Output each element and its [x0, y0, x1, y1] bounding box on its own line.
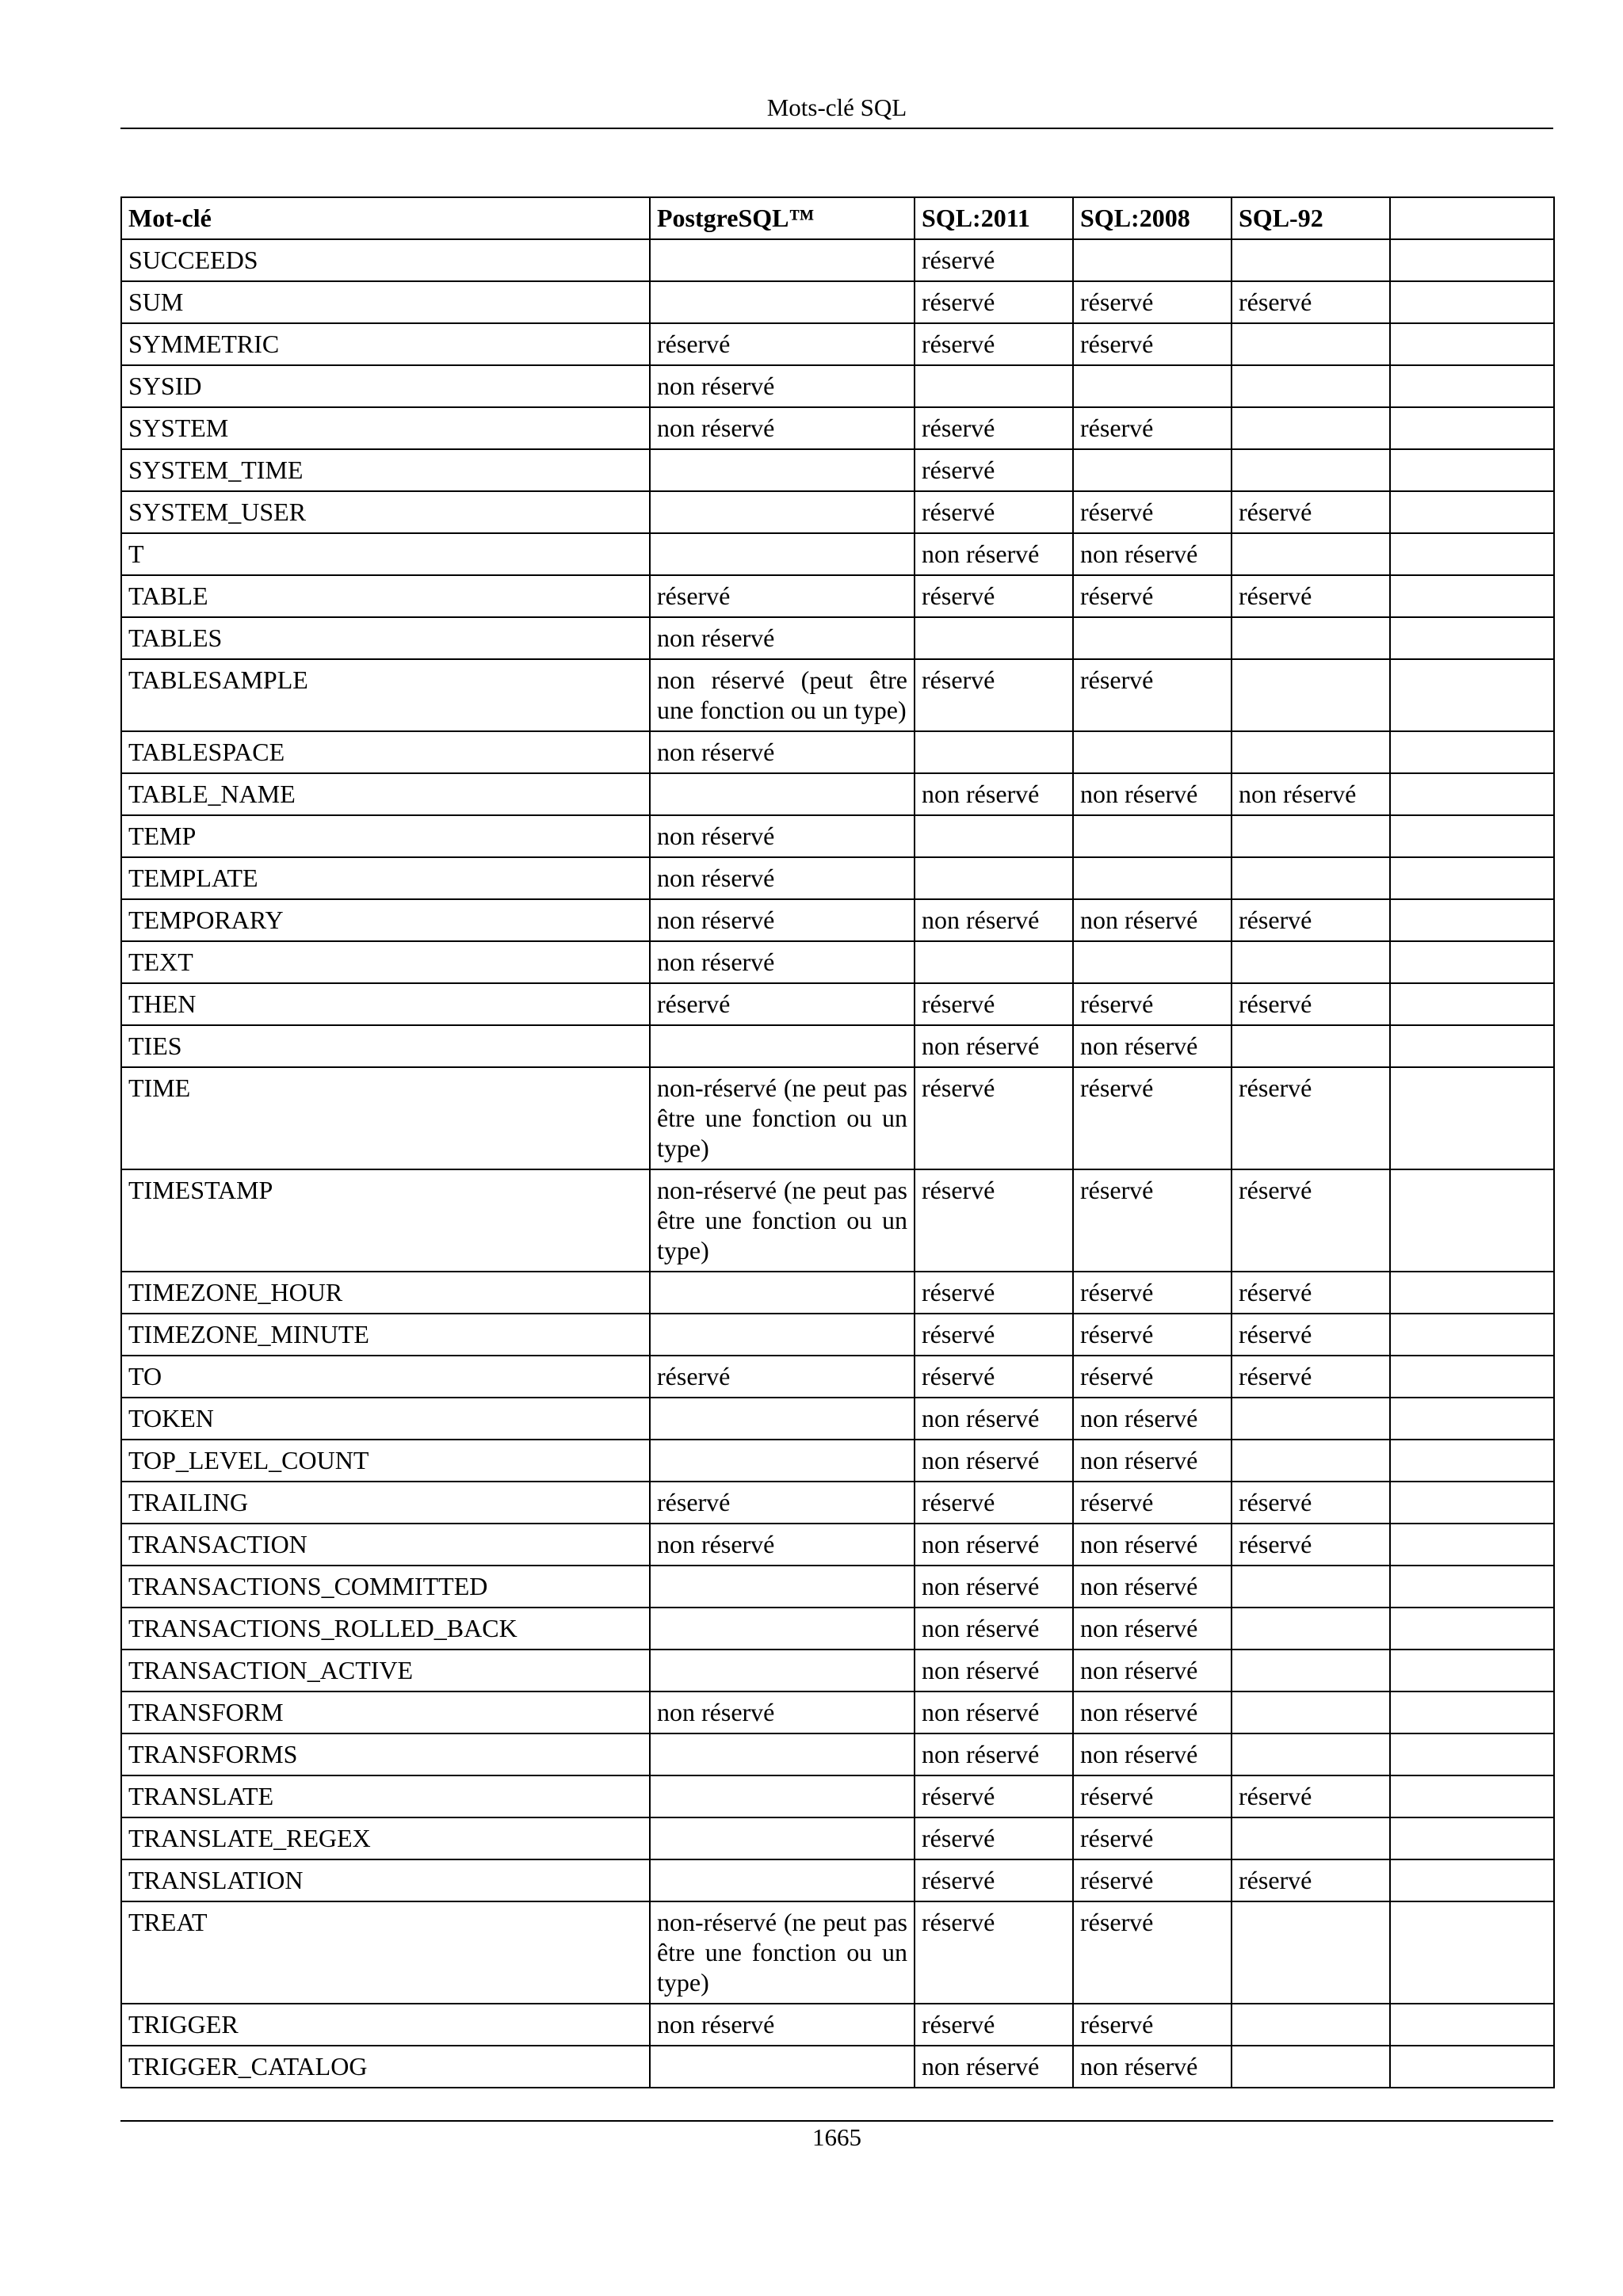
table-row [121, 323, 1554, 365]
sql2008-cell: non réservé [1073, 1691, 1232, 1733]
sql2008-cell: réservé [1073, 1817, 1232, 1859]
extra-cell [1390, 1169, 1554, 1272]
postgresql-cell: non-réservé (ne peut pas être une fonction ou un type) [650, 1169, 915, 1272]
sql2011-cell: réservé [915, 323, 1073, 365]
sql92-cell [1232, 1733, 1390, 1775]
sql2008-cell: non réservé [1073, 1608, 1232, 1650]
table-row [121, 449, 1554, 491]
postgresql-cell [650, 1025, 915, 1067]
sql2011-cell: non réservé [915, 899, 1073, 941]
table-row [121, 1901, 1554, 2004]
sql2008-cell: non réservé [1073, 1025, 1232, 1067]
keyword-cell: SUCCEEDS [121, 239, 650, 281]
extra-cell [1390, 815, 1554, 857]
sql92-cell [1232, 1691, 1390, 1733]
keywords-table-body [121, 239, 1554, 2088]
postgresql-cell [650, 1733, 915, 1775]
extra-cell [1390, 1650, 1554, 1691]
sql2008-cell: non réservé [1073, 533, 1232, 575]
sql2008-cell: réservé [1073, 1775, 1232, 1817]
sql2011-cell: réservé [915, 1482, 1073, 1524]
table-row [121, 899, 1554, 941]
table-row [121, 1859, 1554, 1901]
extra-cell [1390, 1566, 1554, 1608]
keyword-cell: TABLES [121, 617, 650, 659]
sql92-cell: réservé [1232, 1482, 1390, 1524]
keyword-cell: SYSTEM_USER [121, 491, 650, 533]
page-header-title: Mots-clé SQL [766, 93, 907, 121]
table-row [121, 1356, 1554, 1398]
sql2011-cell [915, 857, 1073, 899]
keyword-cell: TIME [121, 1067, 650, 1169]
postgresql-cell: non réservé [650, 857, 915, 899]
table-row [121, 281, 1554, 323]
sql2008-cell: réservé [1073, 281, 1232, 323]
keyword-cell: SYSTEM_TIME [121, 449, 650, 491]
table-row [121, 407, 1554, 449]
table-row [121, 617, 1554, 659]
table-row [121, 1272, 1554, 1314]
sql2008-cell: réservé [1073, 323, 1232, 365]
postgresql-cell [650, 449, 915, 491]
sql2011-cell: non réservé [915, 1566, 1073, 1608]
sql92-cell: réservé [1232, 899, 1390, 941]
extra-cell [1390, 1691, 1554, 1733]
sql2011-cell: non réservé [915, 533, 1073, 575]
sql92-cell [1232, 1650, 1390, 1691]
postgresql-cell: non réservé [650, 1691, 915, 1733]
sql2011-cell: réservé [915, 1314, 1073, 1356]
sql2011-cell: réservé [915, 1067, 1073, 1169]
postgresql-cell [650, 491, 915, 533]
extra-cell [1390, 281, 1554, 323]
column-header-keyword: Mot-clé [121, 197, 650, 239]
sql2011-cell: réservé [915, 1356, 1073, 1398]
extra-cell [1390, 1775, 1554, 1817]
keyword-cell: TRIGGER [121, 2004, 650, 2046]
postgresql-cell: réservé [650, 323, 915, 365]
keyword-cell: TRANSACTIONS_COMMITTED [121, 1566, 650, 1608]
table-row [121, 857, 1554, 899]
keyword-cell: TEMPLATE [121, 857, 650, 899]
table-row [121, 1775, 1554, 1817]
extra-cell [1390, 1067, 1554, 1169]
header-divider [120, 128, 1553, 129]
table-row [121, 1067, 1554, 1169]
sql2008-cell [1073, 941, 1232, 983]
postgresql-cell: non-réservé (ne peut pas être une fonction ou un type) [650, 1067, 915, 1169]
sql2011-cell: réservé [915, 281, 1073, 323]
sql92-cell [1232, 815, 1390, 857]
table-row [121, 1440, 1554, 1482]
table-row [121, 1398, 1554, 1440]
postgresql-cell: non réservé [650, 731, 915, 773]
keyword-cell: TIES [121, 1025, 650, 1067]
table-row [121, 1169, 1554, 1272]
sql2011-cell: réservé [915, 491, 1073, 533]
sql2008-cell [1073, 239, 1232, 281]
sql2008-cell: réservé [1073, 575, 1232, 617]
sql2008-cell [1073, 449, 1232, 491]
keywords-table [120, 196, 1555, 2088]
sql2008-cell [1073, 857, 1232, 899]
keyword-cell: TOP_LEVEL_COUNT [121, 1440, 650, 1482]
postgresql-cell: non réservé [650, 407, 915, 449]
extra-cell [1390, 2004, 1554, 2046]
extra-cell [1390, 983, 1554, 1025]
table-row [121, 1817, 1554, 1859]
extra-cell [1390, 1859, 1554, 1901]
keyword-cell: TREAT [121, 1901, 650, 2004]
table-row [121, 1025, 1554, 1067]
postgresql-cell [650, 773, 915, 815]
sql2011-cell: non réservé [915, 1608, 1073, 1650]
table-row [121, 1691, 1554, 1733]
sql2011-cell: non réservé [915, 1733, 1073, 1775]
postgresql-cell: non réservé [650, 1524, 915, 1566]
extra-cell [1390, 533, 1554, 575]
sql2008-cell: non réservé [1073, 1398, 1232, 1440]
sql2011-cell [915, 365, 1073, 407]
sql2011-cell: réservé [915, 2004, 1073, 2046]
extra-cell [1390, 899, 1554, 941]
extra-cell [1390, 1398, 1554, 1440]
sql2008-cell: réservé [1073, 2004, 1232, 2046]
sql2008-cell: réservé [1073, 983, 1232, 1025]
column-header-empty [1390, 197, 1554, 239]
keyword-cell: TEMP [121, 815, 650, 857]
sql2011-cell: non réservé [915, 1398, 1073, 1440]
sql2008-cell: non réservé [1073, 1650, 1232, 1691]
sql2011-cell [915, 941, 1073, 983]
sql92-cell: réservé [1232, 1314, 1390, 1356]
column-header-sql2008: SQL:2008 [1073, 197, 1232, 239]
postgresql-cell: non réservé [650, 617, 915, 659]
keyword-cell: TRAILING [121, 1482, 650, 1524]
table-row [121, 1733, 1554, 1775]
keyword-cell: TRANSLATE [121, 1775, 650, 1817]
extra-cell [1390, 941, 1554, 983]
postgresql-cell [650, 1566, 915, 1608]
postgresql-cell: réservé [650, 983, 915, 1025]
sql92-cell: réservé [1232, 491, 1390, 533]
keyword-cell: TRANSACTION [121, 1524, 650, 1566]
sql2011-cell: réservé [915, 983, 1073, 1025]
keyword-cell: TABLESAMPLE [121, 659, 650, 731]
keyword-cell: TO [121, 1356, 650, 1398]
sql2011-cell: réservé [915, 1272, 1073, 1314]
sql2008-cell: réservé [1073, 407, 1232, 449]
keyword-cell: SYMMETRIC [121, 323, 650, 365]
sql2011-cell [915, 731, 1073, 773]
sql2011-cell: réservé [915, 1169, 1073, 1272]
sql92-cell: réservé [1232, 1272, 1390, 1314]
keyword-cell: THEN [121, 983, 650, 1025]
sql2008-cell: réservé [1073, 1067, 1232, 1169]
extra-cell [1390, 1272, 1554, 1314]
postgresql-cell: non réservé [650, 2004, 915, 2046]
extra-cell [1390, 1608, 1554, 1650]
sql92-cell [1232, 239, 1390, 281]
sql2011-cell: non réservé [915, 1650, 1073, 1691]
sql2008-cell [1073, 365, 1232, 407]
keyword-cell: TIMESTAMP [121, 1169, 650, 1272]
sql2011-cell: réservé [915, 1859, 1073, 1901]
keyword-cell: SUM [121, 281, 650, 323]
sql2008-cell: réservé [1073, 1314, 1232, 1356]
extra-cell [1390, 2046, 1554, 2088]
sql2011-cell: réservé [915, 407, 1073, 449]
sql2011-cell: réservé [915, 1901, 1073, 2004]
sql2011-cell: réservé [915, 1775, 1073, 1817]
extra-cell [1390, 1817, 1554, 1859]
extra-cell [1390, 407, 1554, 449]
postgresql-cell: non réservé (peut être une fonction ou un type) [650, 659, 915, 731]
extra-cell [1390, 1524, 1554, 1566]
keyword-cell: TRANSACTION_ACTIVE [121, 1650, 650, 1691]
sql2008-cell [1073, 815, 1232, 857]
sql92-cell [1232, 2046, 1390, 2088]
column-header-sql92: SQL-92 [1232, 197, 1390, 239]
postgresql-cell [650, 1859, 915, 1901]
postgresql-cell: non-réservé (ne peut pas être une fonction ou un type) [650, 1901, 915, 2004]
extra-cell [1390, 575, 1554, 617]
postgresql-cell: non réservé [650, 815, 915, 857]
table-row [121, 533, 1554, 575]
extra-cell [1390, 731, 1554, 773]
extra-cell [1390, 857, 1554, 899]
keyword-cell: SYSID [121, 365, 650, 407]
postgresql-cell [650, 1775, 915, 1817]
sql2008-cell: non réservé [1073, 1566, 1232, 1608]
sql2008-cell: réservé [1073, 1901, 1232, 2004]
table-row [121, 731, 1554, 773]
sql92-cell: réservé [1232, 1356, 1390, 1398]
sql92-cell [1232, 1608, 1390, 1650]
postgresql-cell: non réservé [650, 941, 915, 983]
table-row [121, 815, 1554, 857]
sql2008-cell: non réservé [1073, 899, 1232, 941]
sql92-cell [1232, 1398, 1390, 1440]
sql2011-cell: réservé [915, 1817, 1073, 1859]
table-header-row [121, 197, 1554, 239]
sql2008-cell [1073, 617, 1232, 659]
keyword-cell: TIMEZONE_MINUTE [121, 1314, 650, 1356]
keyword-cell: TABLE_NAME [121, 773, 650, 815]
sql2008-cell: non réservé [1073, 1440, 1232, 1482]
sql92-cell [1232, 1025, 1390, 1067]
extra-cell [1390, 659, 1554, 731]
postgresql-cell [650, 2046, 915, 2088]
sql92-cell [1232, 1566, 1390, 1608]
extra-cell [1390, 1314, 1554, 1356]
sql2011-cell: non réservé [915, 1440, 1073, 1482]
sql92-cell: réservé [1232, 575, 1390, 617]
page-number: 1665 [812, 2123, 861, 2151]
postgresql-cell [650, 1272, 915, 1314]
sql92-cell [1232, 941, 1390, 983]
keyword-cell: TEXT [121, 941, 650, 983]
postgresql-cell [650, 281, 915, 323]
sql92-cell: réservé [1232, 1067, 1390, 1169]
keyword-cell: TRANSFORMS [121, 1733, 650, 1775]
sql92-cell: réservé [1232, 1169, 1390, 1272]
keyword-cell: T [121, 533, 650, 575]
sql92-cell [1232, 1440, 1390, 1482]
table-row [121, 659, 1554, 731]
extra-cell [1390, 1733, 1554, 1775]
sql2011-cell: non réservé [915, 1691, 1073, 1733]
keyword-cell: TRANSLATION [121, 1859, 650, 1901]
postgresql-cell [650, 239, 915, 281]
sql92-cell [1232, 1817, 1390, 1859]
sql2008-cell: réservé [1073, 1272, 1232, 1314]
table-row [121, 1608, 1554, 1650]
postgresql-cell [650, 1314, 915, 1356]
postgresql-cell: non réservé [650, 899, 915, 941]
sql2008-cell: non réservé [1073, 2046, 1232, 2088]
table-row [121, 1566, 1554, 1608]
extra-cell [1390, 449, 1554, 491]
sql92-cell [1232, 731, 1390, 773]
keyword-cell: TRIGGER_CATALOG [121, 2046, 650, 2088]
sql2011-cell [915, 617, 1073, 659]
table-row [121, 1524, 1554, 1566]
postgresql-cell: non réservé [650, 365, 915, 407]
sql92-cell [1232, 1901, 1390, 2004]
keyword-cell: TRANSFORM [121, 1691, 650, 1733]
sql92-cell: non réservé [1232, 773, 1390, 815]
table-row [121, 773, 1554, 815]
extra-cell [1390, 1482, 1554, 1524]
table-row [121, 1650, 1554, 1691]
sql92-cell [1232, 407, 1390, 449]
extra-cell [1390, 239, 1554, 281]
extra-cell [1390, 617, 1554, 659]
sql2008-cell [1073, 731, 1232, 773]
sql2008-cell: non réservé [1073, 1524, 1232, 1566]
extra-cell [1390, 1025, 1554, 1067]
sql92-cell: réservé [1232, 281, 1390, 323]
sql2008-cell: réservé [1073, 1356, 1232, 1398]
postgresql-cell [650, 1817, 915, 1859]
sql2011-cell: réservé [915, 239, 1073, 281]
table-row [121, 491, 1554, 533]
sql2011-cell: réservé [915, 449, 1073, 491]
keyword-cell: TEMPORARY [121, 899, 650, 941]
extra-cell [1390, 1440, 1554, 1482]
extra-cell [1390, 365, 1554, 407]
sql92-cell: réservé [1232, 983, 1390, 1025]
sql2011-cell: non réservé [915, 1025, 1073, 1067]
keyword-cell: SYSTEM [121, 407, 650, 449]
postgresql-cell: réservé [650, 1356, 915, 1398]
sql2008-cell: réservé [1073, 1482, 1232, 1524]
keyword-cell: TABLE [121, 575, 650, 617]
extra-cell [1390, 1901, 1554, 2004]
sql2011-cell: non réservé [915, 2046, 1073, 2088]
sql2008-cell: réservé [1073, 1859, 1232, 1901]
extra-cell [1390, 773, 1554, 815]
sql92-cell [1232, 449, 1390, 491]
sql92-cell: réservé [1232, 1524, 1390, 1566]
sql2008-cell: non réservé [1073, 773, 1232, 815]
keyword-cell: TRANSLATE_REGEX [121, 1817, 650, 1859]
postgresql-cell [650, 1608, 915, 1650]
sql92-cell [1232, 2004, 1390, 2046]
keyword-cell: TRANSACTIONS_ROLLED_BACK [121, 1608, 650, 1650]
table-row [121, 1314, 1554, 1356]
sql2011-cell: non réservé [915, 1524, 1073, 1566]
postgresql-cell: réservé [650, 575, 915, 617]
table-row [121, 2004, 1554, 2046]
sql2011-cell [915, 815, 1073, 857]
sql92-cell: réservé [1232, 1775, 1390, 1817]
sql92-cell [1232, 617, 1390, 659]
extra-cell [1390, 323, 1554, 365]
sql92-cell [1232, 323, 1390, 365]
postgresql-cell [650, 533, 915, 575]
table-row [121, 239, 1554, 281]
sql92-cell [1232, 365, 1390, 407]
table-row [121, 983, 1554, 1025]
sql92-cell: réservé [1232, 1859, 1390, 1901]
table-row [121, 1482, 1554, 1524]
table-row [121, 365, 1554, 407]
table-row [121, 2046, 1554, 2088]
keyword-cell: TABLESPACE [121, 731, 650, 773]
sql2008-cell: réservé [1073, 1169, 1232, 1272]
sql2008-cell: réservé [1073, 659, 1232, 731]
postgresql-cell [650, 1398, 915, 1440]
column-header-postgresql: PostgreSQL™ [650, 197, 915, 239]
column-header-sql2011: SQL:2011 [915, 197, 1073, 239]
extra-cell [1390, 1356, 1554, 1398]
sql2011-cell: non réservé [915, 773, 1073, 815]
sql92-cell [1232, 659, 1390, 731]
postgresql-cell: réservé [650, 1482, 915, 1524]
sql2011-cell: réservé [915, 575, 1073, 617]
sql2008-cell: réservé [1073, 491, 1232, 533]
sql92-cell [1232, 533, 1390, 575]
postgresql-cell [650, 1650, 915, 1691]
keyword-cell: TOKEN [121, 1398, 650, 1440]
extra-cell [1390, 491, 1554, 533]
sql92-cell [1232, 857, 1390, 899]
sql2011-cell: réservé [915, 659, 1073, 731]
table-row [121, 575, 1554, 617]
sql2008-cell: non réservé [1073, 1733, 1232, 1775]
postgresql-cell [650, 1440, 915, 1482]
keyword-cell: TIMEZONE_HOUR [121, 1272, 650, 1314]
table-row [121, 941, 1554, 983]
